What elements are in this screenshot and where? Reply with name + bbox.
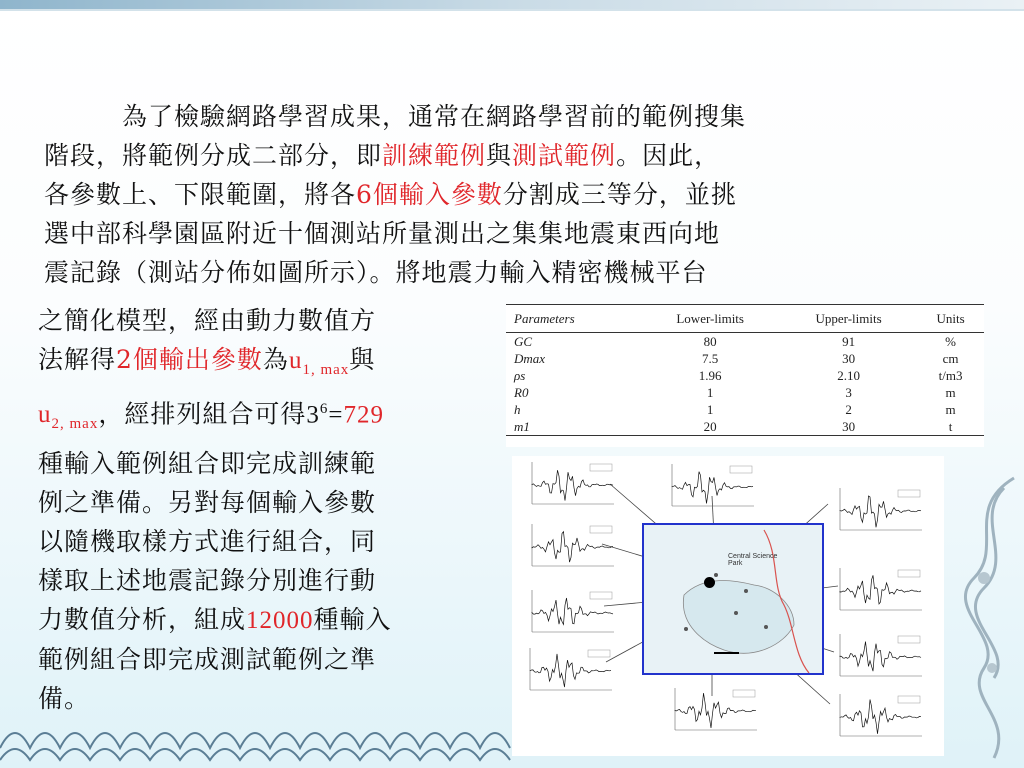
table-cell: % — [945, 334, 956, 349]
seismogram-thumbnail — [832, 692, 924, 742]
line-1: 為了檢驗網路學習成果，通常在網路學習前的範例搜集 — [122, 102, 747, 131]
table-cell: t/m3 — [938, 368, 963, 383]
paragraph-left — [38, 301, 508, 718]
table-header-0: Parameters — [506, 305, 640, 333]
seismogram-waveform — [664, 462, 756, 512]
left-line-8: 力數值分析，組成12000種輸入 — [38, 605, 392, 635]
table-cell: m1 — [506, 418, 640, 436]
table-cell: 80 — [703, 334, 717, 349]
table-cell: R0 — [514, 385, 529, 400]
table-header-2: Upper-limits — [780, 305, 917, 333]
table-cell: 20 — [640, 418, 780, 436]
seismogram-thumbnail — [524, 588, 616, 638]
parameter-table — [506, 304, 984, 447]
seismogram-thumbnail — [664, 462, 756, 512]
station-marker — [734, 611, 738, 615]
seismogram-thumbnail — [667, 686, 759, 736]
left-line-6: 以隨機取樣方式進行組合，同 — [38, 527, 377, 557]
table-row — [506, 418, 984, 436]
central-site-marker — [704, 577, 715, 588]
line-4: 選中部科學園區附近十個測站所量測出之集集地震東西向地 — [44, 219, 721, 248]
left-line-4: 種輸入範例組合即完成訓練範 — [38, 449, 377, 479]
count-729-highlight: 729 — [343, 401, 384, 429]
count-12000-highlight: 12000 — [246, 607, 314, 635]
wave-border-decoration — [0, 708, 520, 768]
table-cell: 3 — [845, 385, 852, 400]
table-header-row — [506, 305, 984, 333]
seismogram-waveform — [832, 632, 924, 682]
station-marker — [684, 627, 688, 631]
table-cell: Dmax — [514, 351, 546, 366]
left-line-3: $u_{2, max}$，經排列組合可得$3^6=729$ — [38, 399, 384, 433]
table-row — [506, 384, 984, 401]
table-cell: 2.10 — [837, 368, 860, 383]
paragraph-top — [44, 97, 939, 292]
table-cell: 30 — [842, 351, 856, 366]
seismogram-waveform — [524, 460, 616, 510]
input-params-highlight: 6個輸入參數 — [356, 180, 503, 209]
table-cell: ρs — [514, 368, 526, 383]
station-marker — [714, 573, 718, 577]
station-map-figure — [512, 456, 944, 756]
table-row — [506, 350, 984, 367]
seismogram-thumbnail — [524, 522, 616, 572]
u1-symbol: $u_{1, max}$ — [288, 347, 350, 378]
top-banner — [0, 0, 1024, 9]
table-cell: m — [945, 402, 956, 417]
table-cell: 91 — [842, 334, 856, 349]
seismogram-waveform — [832, 486, 924, 536]
table-cell: cm — [942, 351, 959, 366]
table-cell: GC — [514, 334, 533, 349]
science-park-region — [642, 523, 824, 675]
left-line-1: 之簡化模型，經由動力數值方 — [38, 306, 377, 335]
table-cell: 7.5 — [702, 351, 719, 366]
seismogram-waveform — [524, 522, 616, 572]
left-line-7: 樣取上述地震記錄分別進行動 — [38, 566, 377, 596]
table-cell: 1.96 — [698, 368, 722, 383]
seismogram-waveform — [524, 588, 616, 638]
output-params-highlight: 2個輸出參數 — [116, 345, 263, 374]
table-cell: m — [945, 385, 956, 400]
seismogram-waveform — [832, 566, 924, 616]
left-line-5: 例之準備。另對每個輸入參數 — [38, 488, 377, 518]
region-outline — [644, 525, 822, 673]
table-header-1: Lower-limits — [640, 305, 780, 333]
line-2: 階段，將範例分成二部分，即訓練範例與測試範例。因此， — [44, 141, 721, 170]
seismogram-waveform — [522, 646, 614, 696]
table-cell: t — [917, 418, 984, 436]
testing-examples-highlight: 測試範例 — [512, 141, 617, 170]
dragon-decoration — [944, 468, 1024, 768]
table-row — [506, 401, 984, 418]
line-5: 震記錄（測站分佈如圖所示）。將地震力輸入精密機械平台 — [44, 258, 708, 287]
central-science-park-label: Central Science Park — [728, 553, 778, 567]
training-examples-highlight: 訓練範例 — [382, 141, 487, 170]
table-cell: 30 — [780, 418, 917, 436]
seismogram-thumbnail — [832, 486, 924, 536]
seismogram-thumbnail — [832, 632, 924, 682]
top-divider — [0, 9, 1024, 11]
seismogram-thumbnail — [832, 566, 924, 616]
table-row — [506, 367, 984, 384]
station-marker — [744, 589, 748, 593]
seismogram-thumbnail — [524, 460, 616, 510]
u2-symbol: $u_{2, max}$ — [38, 401, 99, 433]
table-cell: 1 — [706, 385, 714, 400]
left-line-10: 備。 — [38, 684, 91, 714]
station-marker — [764, 625, 768, 629]
seismogram-thumbnail — [522, 646, 614, 696]
left-line-9: 範例組合即完成測試範例之準 — [38, 645, 377, 675]
line-3: 各參數上、下限範圍，將各6個輸入參數分割成三等分，並挑 — [44, 180, 737, 209]
table-cell: 1 — [706, 402, 714, 417]
seismogram-waveform — [832, 692, 924, 742]
table-header-3: Units — [917, 305, 984, 333]
table-cell: h — [514, 402, 521, 417]
table-cell: 2 — [845, 402, 852, 417]
seismogram-waveform — [667, 686, 759, 736]
table-row — [506, 333, 984, 351]
left-line-2: 法解得2個輸出參數為$u_{1, max}$與 — [38, 345, 376, 378]
